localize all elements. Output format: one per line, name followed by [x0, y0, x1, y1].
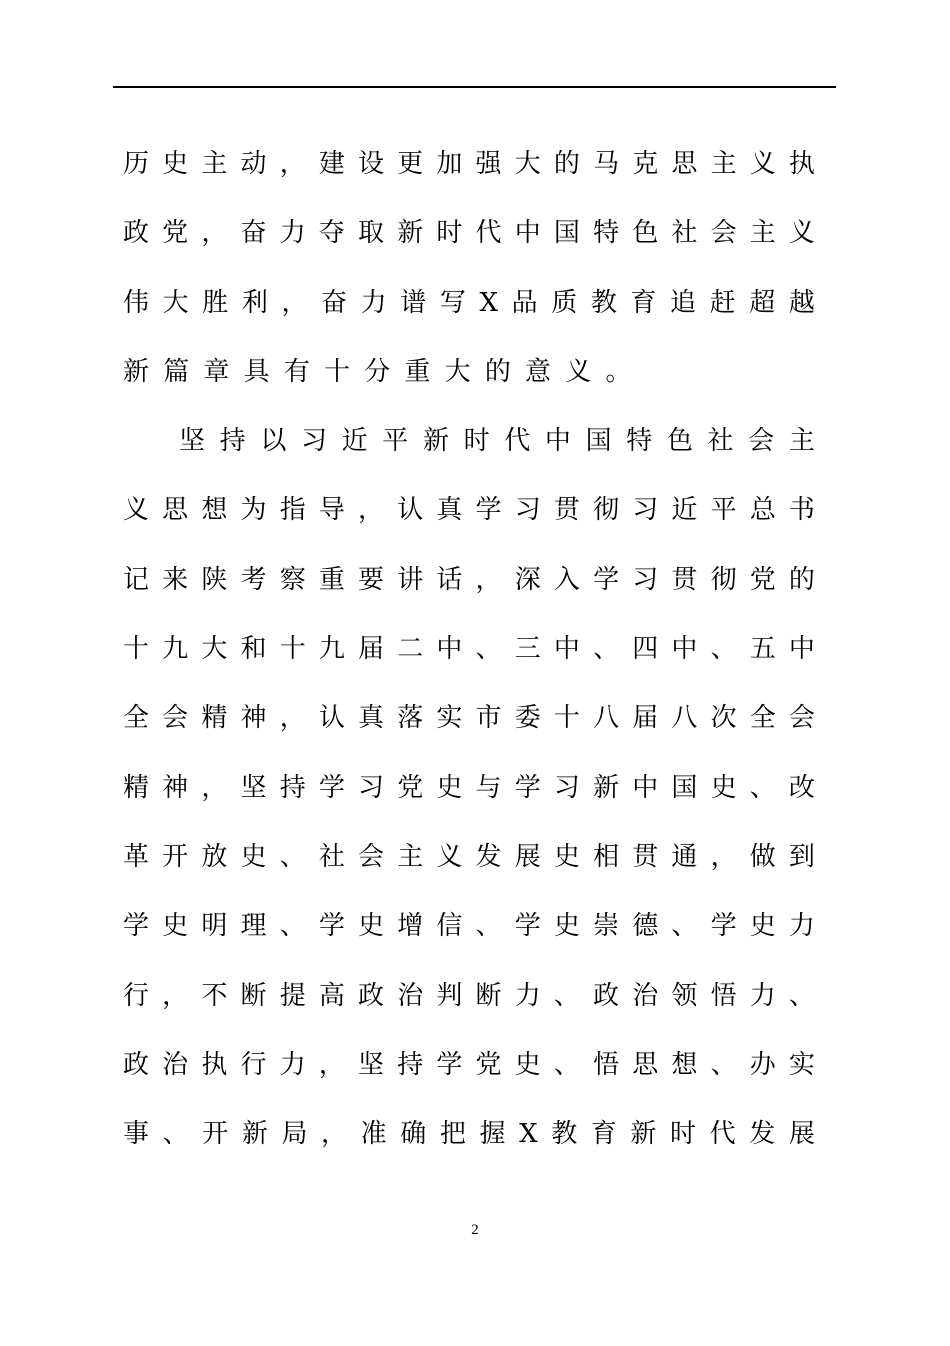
text-line: 义 思 想 为 指 导 ， 认 真 学 习 贯 彻 习 近 平 总 书 — [123, 495, 815, 526]
text-line: 历 史 主 动 ， 建 设 更 加 强 大 的 马 克 思 主 义 执 — [123, 149, 815, 179]
text-line: 十 九 大 和 十 九 届 二 中 、 三 中 、 四 中 、 五 中 — [123, 634, 815, 665]
text-line: 事 、 开 新 局 ， 准 确 把 握 X 教 育 新 时 代 发 展 — [123, 1119, 815, 1150]
text-line: 革 开 放 史 、 社 会 主 义 发 展 史 相 贯 通 ， 做 到 — [123, 841, 815, 872]
text-line: 政 党 ， 奋 力 夺 取 新 时 代 中 国 特 色 社 会 主 义 — [123, 218, 815, 249]
text-line: 学 史 明 理 、 学 史 增 信 、 学 史 崇 德 、 学 史 力 — [123, 911, 815, 942]
text-line: 精 神 ， 坚 持 学 习 党 史 与 学 习 新 中 国 史 、 改 — [123, 772, 815, 803]
text-line: 全 会 精 神 ， 认 真 落 实 市 委 十 八 届 八 次 全 会 — [123, 703, 815, 734]
text-line: 新 篇 章 具 有 十 分 重 大 的 意 义 。 — [123, 356, 632, 387]
header-rule — [113, 86, 836, 88]
page-number: 2 — [471, 1222, 479, 1238]
body-text — [123, 130, 815, 1169]
text-line: 政 治 执 行 力 ， 坚 持 学 党 史 、 悟 思 想 、 办 实 — [123, 1049, 815, 1080]
text-line: 伟 大 胜 利 ， 奋 力 谱 写 X 品 质 教 育 追 赶 超 越 — [123, 287, 815, 318]
text-line: 坚 持 以 习 近 平 新 时 代 中 国 特 色 社 会 主 — [179, 426, 815, 457]
text-line: 行 ， 不 断 提 高 政 治 判 断 力 、 政 治 领 悟 力 、 — [123, 980, 815, 1011]
text-line: 记 来 陕 考 察 重 要 讲 话 ， 深 入 学 习 贯 彻 党 的 — [123, 564, 815, 595]
